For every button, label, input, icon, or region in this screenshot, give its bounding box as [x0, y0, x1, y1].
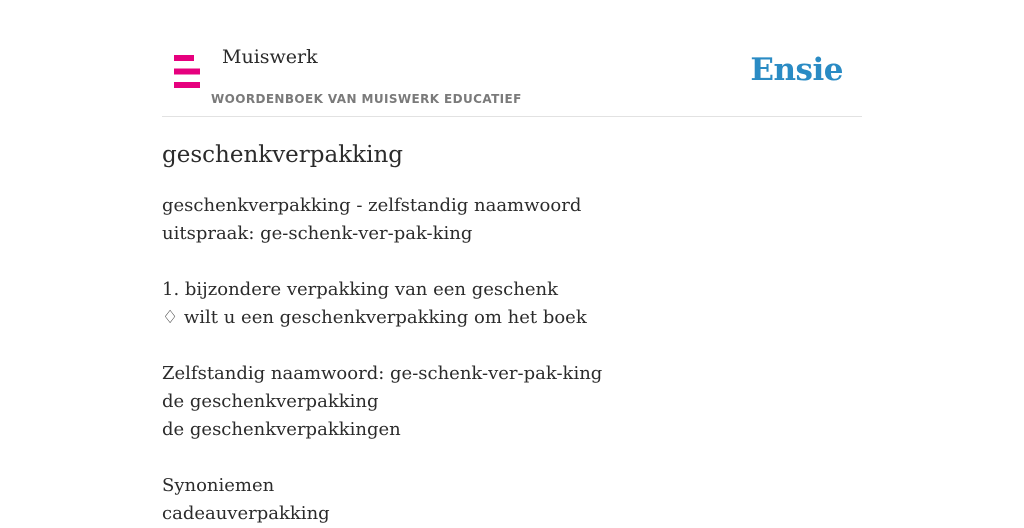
- synonym-item: cadeauverpakking: [162, 503, 330, 524]
- brand-name-link[interactable]: Muiswerk: [222, 46, 318, 68]
- definition-body: [162, 192, 602, 528]
- line-break: [162, 248, 602, 276]
- muiswerk-e-icon[interactable]: [174, 55, 200, 88]
- word-class-line: geschenkverpakking - zelfstandig naamwoord: [162, 195, 582, 216]
- line-break: [162, 444, 602, 472]
- brand-subtitle: WOORDENBOEK VAN MUISWERK EDUCATIEF: [211, 92, 522, 106]
- example-line: ♢ wilt u een geschenkverpakking om het boek: [162, 307, 587, 328]
- synonyms-heading: Synoniemen: [162, 475, 275, 496]
- ensie-logo-link[interactable]: Ensie: [750, 52, 843, 88]
- singular-form: de geschenkverpakking: [162, 391, 379, 412]
- plural-form: de geschenkverpakkingen: [162, 419, 401, 440]
- site-header: [162, 0, 862, 117]
- line-break: [162, 332, 602, 360]
- meaning-line: 1. bijzondere verpakking van een geschenk: [162, 279, 558, 300]
- page-title: geschenkverpakking: [162, 142, 403, 168]
- pronunciation-line: uitspraak: ge-schenk-ver-pak-king: [162, 223, 473, 244]
- grammar-heading: Zelfstandig naamwoord: ge-schenk-ver-pak-king: [162, 363, 603, 384]
